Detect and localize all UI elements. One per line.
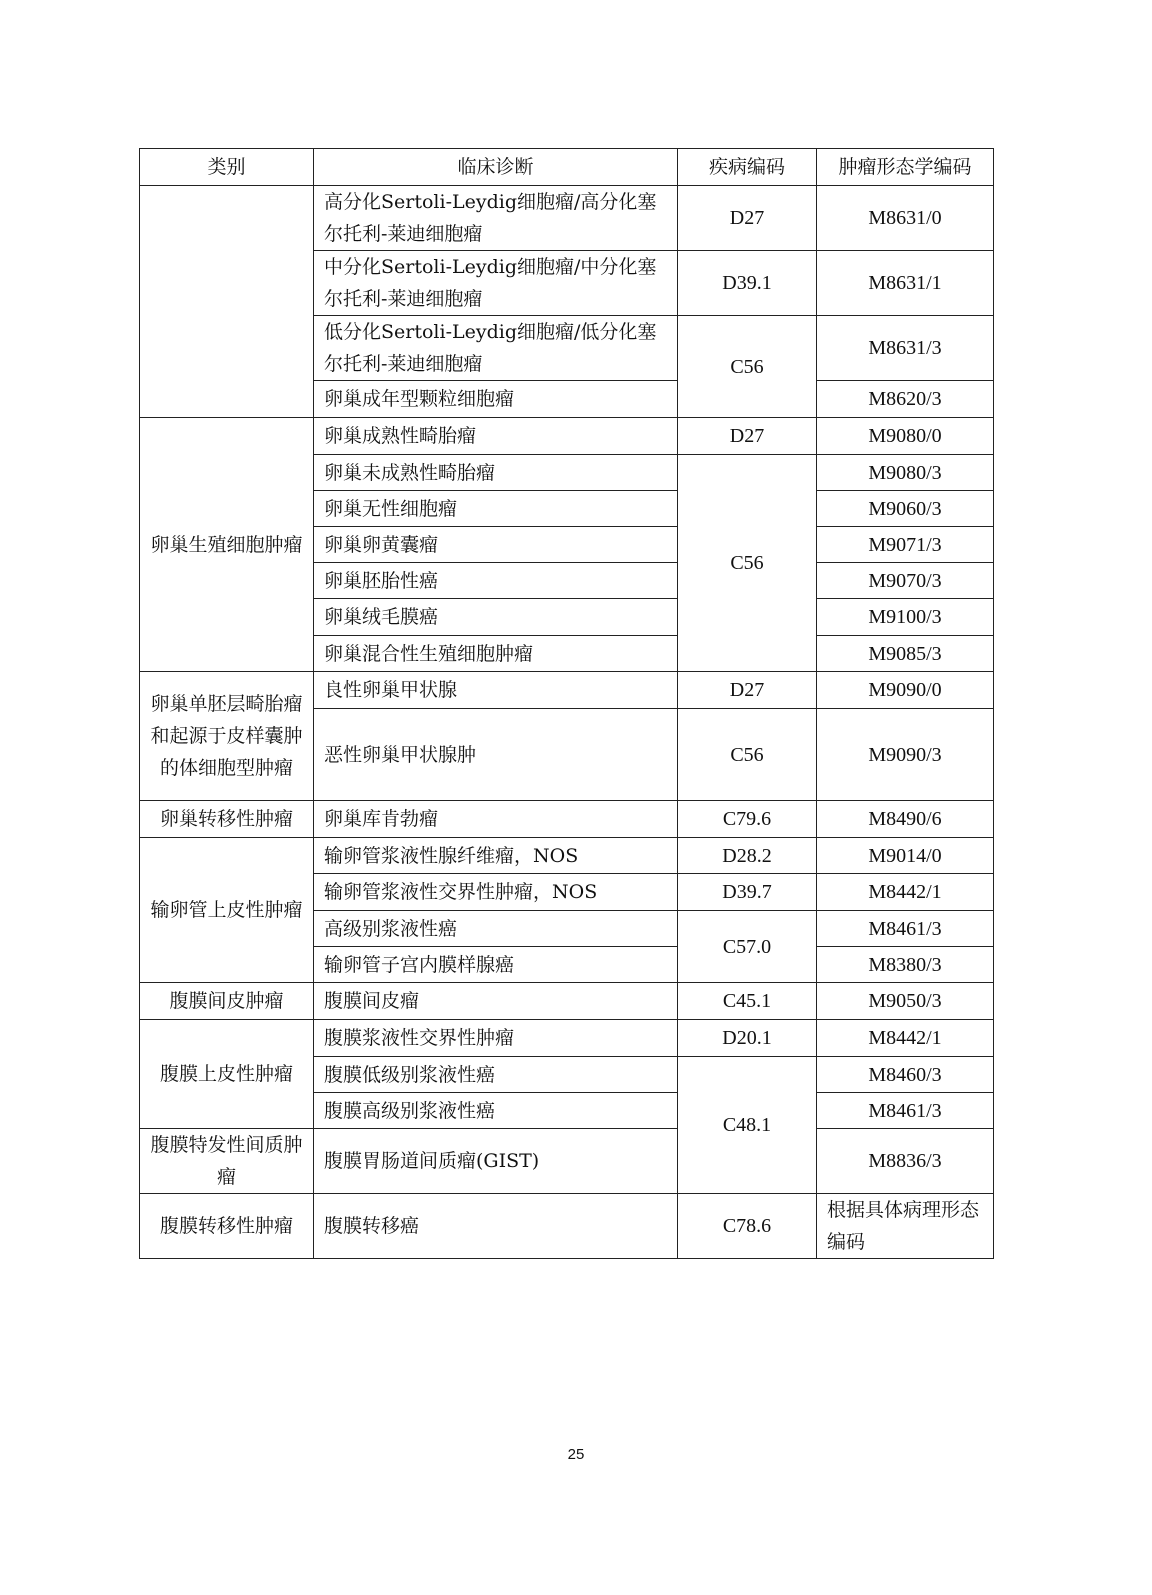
header-morphology-code: 肿瘤形态学编码 [817, 149, 994, 186]
morphology-code-cell: M8442/1 [817, 1020, 994, 1057]
morphology-code-cell: M8836/3 [817, 1129, 994, 1194]
category-cell: 腹膜转移性肿瘤 [140, 1194, 314, 1259]
morphology-code-cell: M8631/0 [817, 186, 994, 251]
diagnosis-cell: 卵巢绒毛膜癌 [314, 599, 678, 636]
table-row [140, 672, 994, 709]
disease-code-cell: C56 [678, 709, 817, 801]
diagnosis-cell: 腹膜间皮瘤 [314, 983, 678, 1020]
disease-code-cell: D27 [678, 186, 817, 251]
morphology-code-cell: M8631/1 [817, 251, 994, 316]
morphology-code-cell: M9071/3 [817, 527, 994, 563]
diagnosis-cell: 输卵管浆液性交界性肿瘤，NOS [314, 874, 678, 911]
disease-code-cell: C45.1 [678, 983, 817, 1020]
morphology-code-cell: M9070/3 [817, 563, 994, 599]
morphology-code-cell: M8442/1 [817, 874, 994, 911]
morphology-code-cell: M9060/3 [817, 491, 994, 527]
category-cell: 腹膜上皮性肿瘤 [140, 1020, 314, 1129]
diagnosis-cell: 高级别浆液性癌 [314, 911, 678, 947]
table-row [140, 983, 994, 1020]
header-disease-code: 疾病编码 [678, 149, 817, 186]
table-row [140, 418, 994, 455]
diagnosis-cell: 腹膜浆液性交界性肿瘤 [314, 1020, 678, 1057]
table-row [140, 801, 994, 838]
morphology-code-cell: M9050/3 [817, 983, 994, 1020]
table-row [140, 1020, 994, 1057]
morphology-code-cell: M8460/3 [817, 1057, 994, 1093]
morphology-code-cell: M9090/0 [817, 672, 994, 709]
morphology-code-cell: M9085/3 [817, 636, 994, 672]
diagnosis-cell: 腹膜胃肠道间质瘤(GIST) [314, 1129, 678, 1194]
morphology-code-cell: M9080/3 [817, 455, 994, 491]
disease-code-cell: C56 [678, 316, 817, 418]
diagnosis-cell: 卵巢胚胎性癌 [314, 563, 678, 599]
disease-code-cell: D28.2 [678, 838, 817, 874]
category-cell: 腹膜间皮肿瘤 [140, 983, 314, 1020]
diagnosis-cell: 良性卵巢甲状腺 [314, 672, 678, 709]
disease-code-cell: C48.1 [678, 1057, 817, 1194]
header-category: 类别 [140, 149, 314, 186]
diagnosis-cell: 腹膜低级别浆液性癌 [314, 1057, 678, 1093]
diagnosis-cell: 高分化Sertoli-Leydig细胞瘤/高分化塞尔托利-莱迪细胞瘤 [314, 186, 678, 251]
diagnosis-cell: 腹膜转移癌 [314, 1194, 678, 1259]
disease-code-cell: D20.1 [678, 1020, 817, 1057]
diagnosis-cell: 腹膜高级别浆液性癌 [314, 1093, 678, 1129]
diagnosis-cell: 恶性卵巢甲状腺肿 [314, 709, 678, 801]
disease-code-cell: C79.6 [678, 801, 817, 838]
page-number: 25 [567, 1446, 585, 1463]
morphology-code-cell: M8631/3 [817, 316, 994, 381]
disease-code-cell: D27 [678, 672, 817, 709]
disease-code-cell: D39.7 [678, 874, 817, 911]
disease-code-cell: C56 [678, 455, 817, 672]
category-cell: 腹膜特发性间质肿瘤 [140, 1129, 314, 1194]
category-cell: 卵巢生殖细胞肿瘤 [140, 418, 314, 672]
diagnosis-cell: 中分化Sertoli-Leydig细胞瘤/中分化塞尔托利-莱迪细胞瘤 [314, 251, 678, 316]
morphology-code-cell: M8461/3 [817, 1093, 994, 1129]
morphology-code-cell: M8620/3 [817, 381, 994, 418]
table-row [140, 186, 994, 251]
category-cell-empty [140, 186, 314, 418]
header-diagnosis: 临床诊断 [314, 149, 678, 186]
morphology-code-cell: M9100/3 [817, 599, 994, 636]
diagnosis-cell: 卵巢库肯勃瘤 [314, 801, 678, 838]
table-row [140, 1129, 994, 1194]
morphology-code-cell: M8490/6 [817, 801, 994, 838]
diagnosis-code-table [139, 148, 994, 1259]
morphology-code-cell: M9080/0 [817, 418, 994, 455]
diagnosis-cell: 卵巢混合性生殖细胞肿瘤 [314, 636, 678, 672]
diagnosis-cell: 卵巢未成熟性畸胎瘤 [314, 455, 678, 491]
disease-code-cell: C78.6 [678, 1194, 817, 1259]
category-cell: 卵巢转移性肿瘤 [140, 801, 314, 838]
table-row [140, 1194, 994, 1259]
disease-code-cell: D39.1 [678, 251, 817, 316]
morphology-code-cell: M8380/3 [817, 947, 994, 983]
category-cell: 输卵管上皮性肿瘤 [140, 838, 314, 983]
table-row [140, 838, 994, 874]
table-header-row [140, 149, 994, 186]
morphology-code-cell: M9014/0 [817, 838, 994, 874]
diagnosis-cell: 低分化Sertoli-Leydig细胞瘤/低分化塞尔托利-莱迪细胞瘤 [314, 316, 678, 381]
diagnosis-cell: 卵巢成年型颗粒细胞瘤 [314, 381, 678, 418]
diagnosis-cell: 输卵管浆液性腺纤维瘤，NOS [314, 838, 678, 874]
diagnosis-cell: 卵巢卵黄囊瘤 [314, 527, 678, 563]
morphology-code-cell: M8461/3 [817, 911, 994, 947]
disease-code-cell: C57.0 [678, 911, 817, 983]
morphology-code-cell: 根据具体病理形态编码 [817, 1194, 994, 1259]
disease-code-cell: D27 [678, 418, 817, 455]
morphology-code-cell: M9090/3 [817, 709, 994, 801]
category-cell: 卵巢单胚层畸胎瘤和起源于皮样囊肿的体细胞型肿瘤 [140, 672, 314, 801]
diagnosis-cell: 卵巢成熟性畸胎瘤 [314, 418, 678, 455]
diagnosis-cell: 卵巢无性细胞瘤 [314, 491, 678, 527]
diagnosis-cell: 输卵管子宫内膜样腺癌 [314, 947, 678, 983]
